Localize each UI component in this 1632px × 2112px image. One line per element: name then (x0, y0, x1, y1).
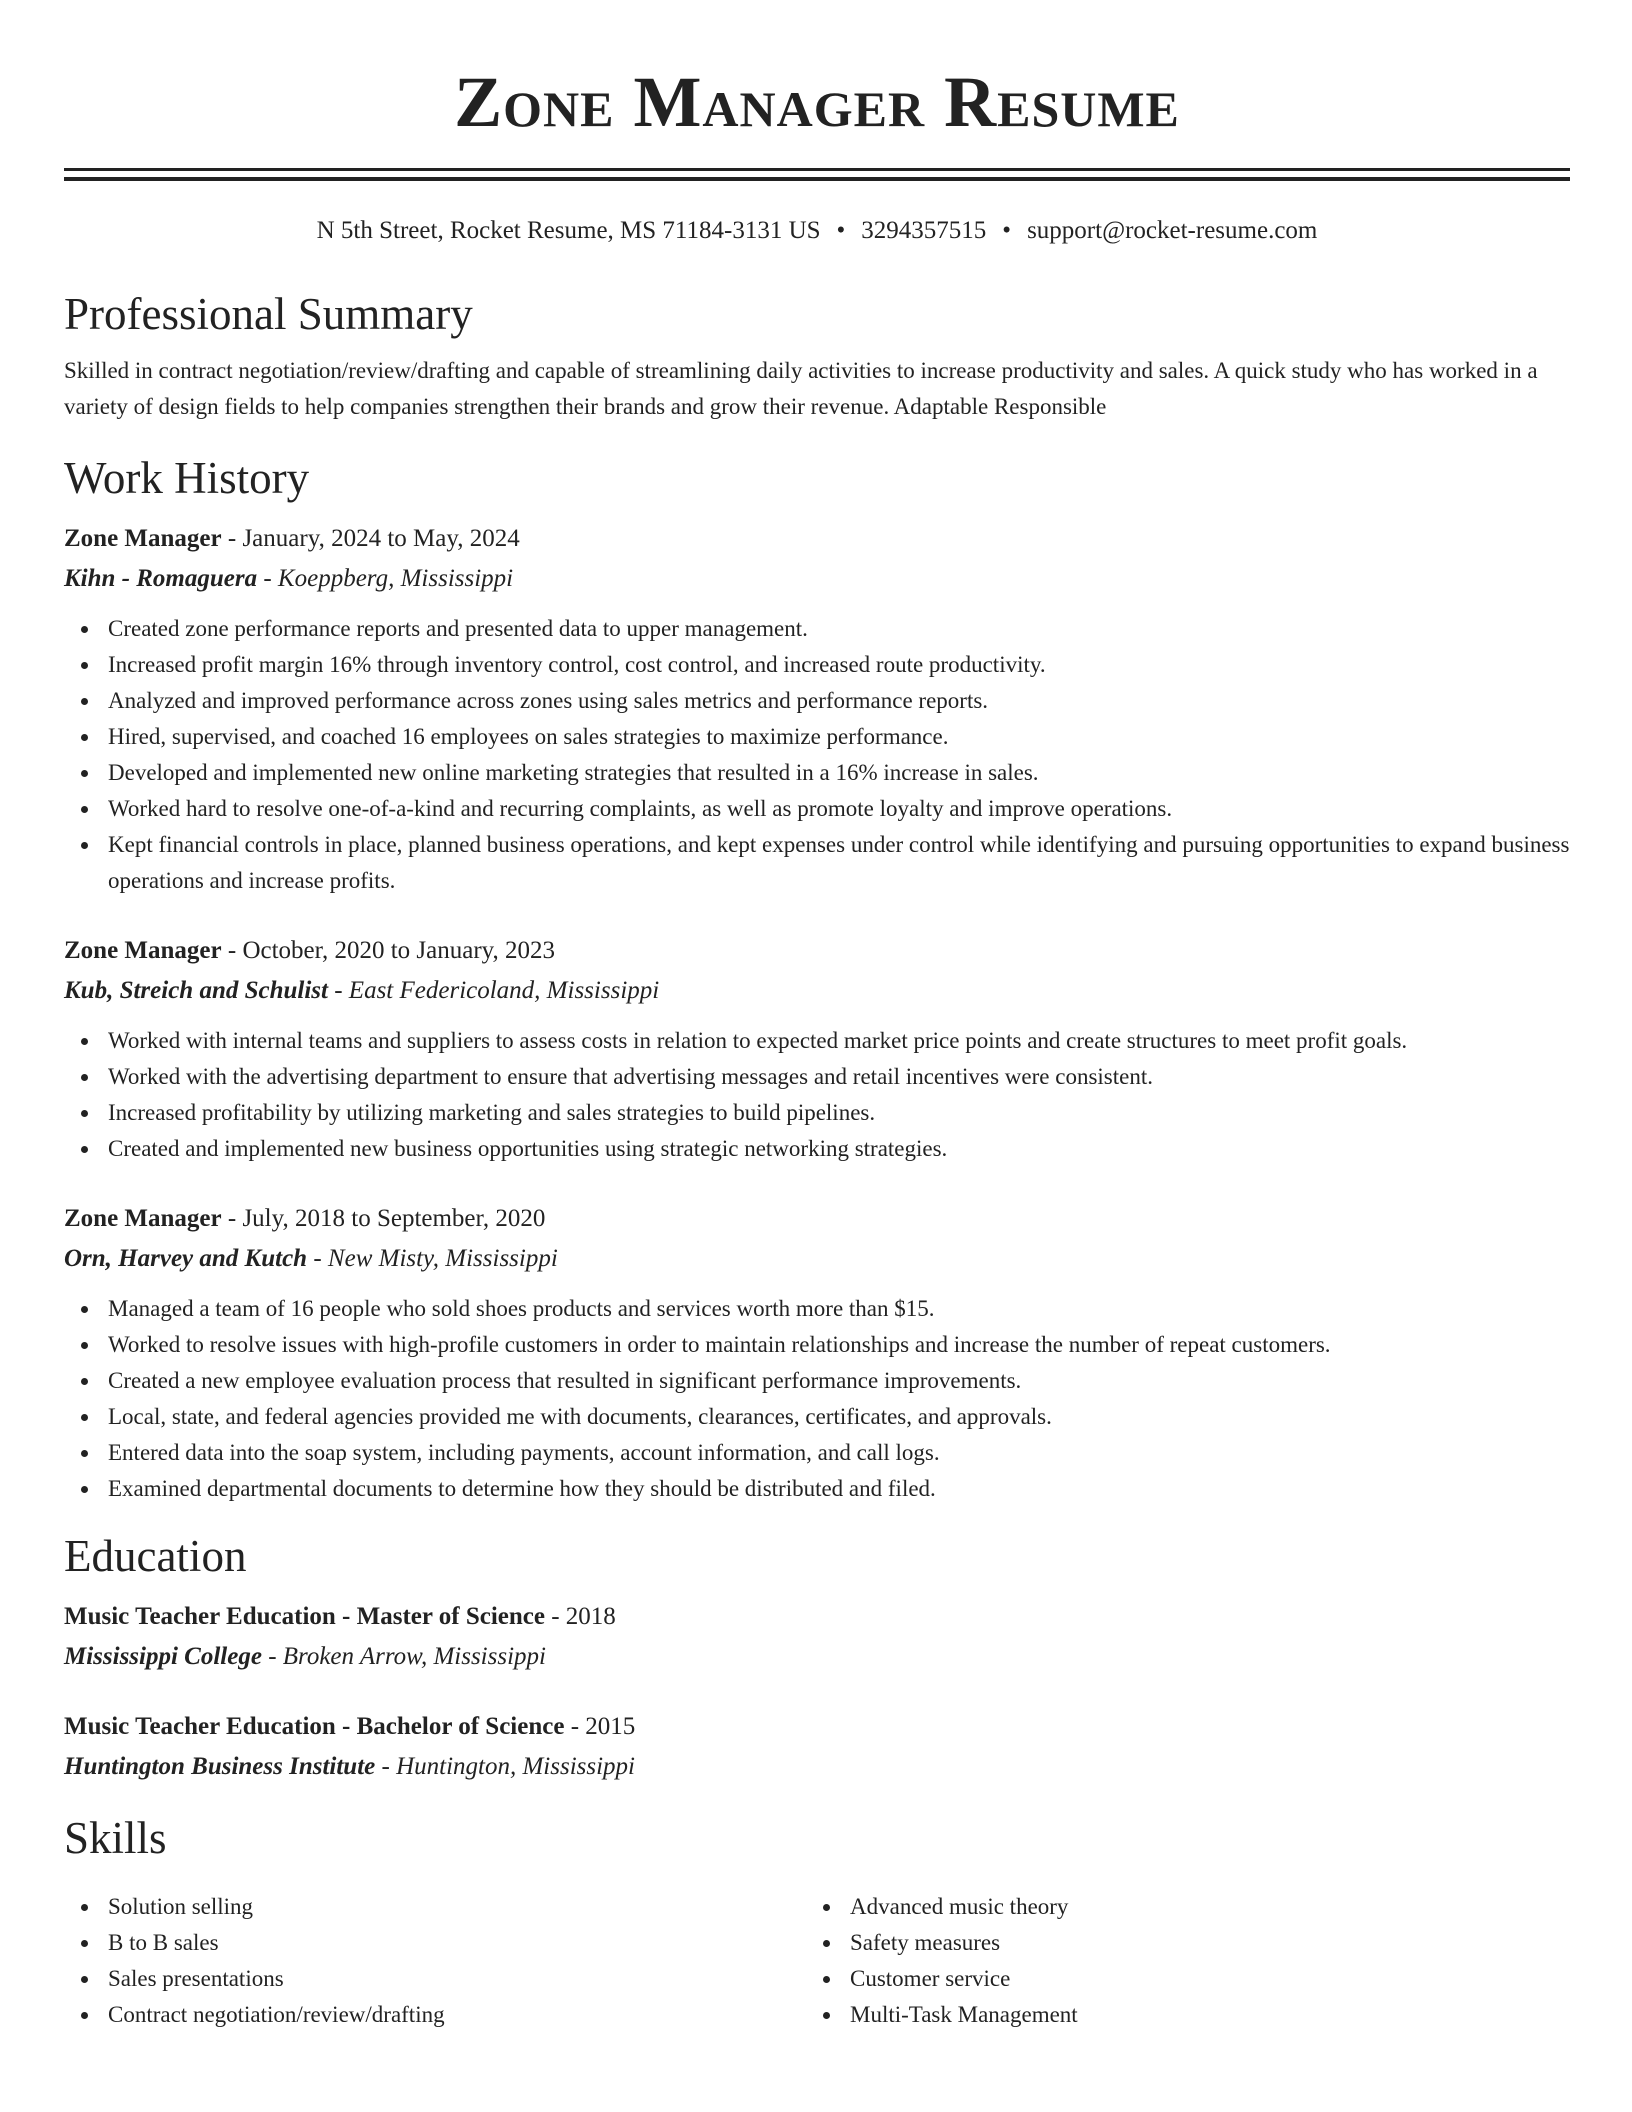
job-bullet: Worked with the advertising department to ensure that advertising messages and retail incentives were consistent. (64, 1059, 1570, 1095)
degree-year: - 2015 (564, 1713, 636, 1740)
job-bullet: Created a new employee evaluation process that resulted in significant performance improvements. (64, 1363, 1570, 1399)
job-title: Zone Manager (64, 1205, 222, 1232)
school-name: Mississippi College (64, 1643, 262, 1670)
job-title-line (64, 931, 1570, 971)
skill-item: B to B sales (64, 1925, 806, 1961)
skill-item: Contract negotiation/review/drafting (64, 1997, 806, 2033)
summary-heading: Professional Summary (64, 289, 473, 339)
company-line (64, 1239, 1570, 1279)
school-line (64, 1747, 1570, 1787)
job-bullet: Examined departmental documents to determine how they should be distributed and filed. (64, 1471, 1570, 1507)
degree-name: Music Teacher Education - Master of Science (64, 1603, 545, 1630)
job-title-line (64, 1199, 1570, 1239)
skill-item: Safety measures (806, 1925, 1548, 1961)
skill-item: Sales presentations (64, 1961, 806, 1997)
job-title-line (64, 519, 1570, 559)
job-dates: - July, 2018 to September, 2020 (221, 1205, 546, 1232)
job-entry (64, 931, 1570, 1167)
degree-line (64, 1707, 1570, 1747)
job-entry (64, 1199, 1570, 1507)
job-dates: - October, 2020 to January, 2023 (221, 937, 556, 964)
skills-column-right (806, 1889, 1548, 2033)
skill-item: Advanced music theory (806, 1889, 1548, 1925)
company-name: Kihn - Romaguera (64, 565, 258, 592)
job-entry (64, 519, 1570, 899)
title-divider-top (64, 168, 1570, 171)
resume-title: Zone Manager Resume (454, 62, 1180, 142)
job-bullet: Increased profitability by utilizing marketing and sales strategies to build pipelines. (64, 1095, 1570, 1131)
job-bullets (64, 1023, 1570, 1167)
company-name: Orn, Harvey and Kutch (64, 1245, 308, 1272)
skill-item: Multi-Task Management (806, 1997, 1548, 2033)
resume-page (64, 0, 1570, 2033)
school-location: - Broken Arrow, Mississippi (261, 1643, 546, 1670)
job-bullet: Entered data into the soap system, including payments, account information, and call logs. (64, 1435, 1570, 1471)
job-dates: - January, 2024 to May, 2024 (221, 525, 520, 552)
skill-item: Solution selling (64, 1889, 806, 1925)
summary-text: Skilled in contract negotiation/review/drafting and capable of streamlining daily activities to increase productivity and sales. A quick study who has worked in a variety of design fields to help companies strengthen their brands and grow their revenue. Adaptable Responsible (64, 358, 1538, 419)
education-entry (64, 1597, 1570, 1677)
job-bullet: Created and implemented new business opportunities using strategic networking strategies. (64, 1131, 1570, 1167)
job-bullet: Created zone performance reports and presented data to upper management. (64, 611, 1570, 647)
contact-phone: 3294357515 (861, 217, 987, 244)
job-bullets (64, 1291, 1570, 1507)
job-bullet: Managed a team of 16 people who sold shoes products and services worth more than $15. (64, 1291, 1570, 1327)
job-bullet: Developed and implemented new online marketing strategies that resulted in a 16% increase in sales. (64, 755, 1570, 791)
contact-info (64, 215, 1570, 247)
job-bullet: Increased profit margin 16% through inventory control, cost control, and increased route productivity. (64, 647, 1570, 683)
job-bullet: Hired, supervised, and coached 16 employees on sales strategies to maximize performance. (64, 719, 1570, 755)
contact-email: support@rocket-resume.com (1027, 217, 1318, 244)
job-bullet: Local, state, and federal agencies provided me with documents, clearances, certificates, and approvals. (64, 1399, 1570, 1435)
job-bullets (64, 611, 1570, 899)
degree-year: - 2018 (544, 1603, 616, 1630)
skills-heading: Skills (64, 1813, 167, 1863)
skills-list (64, 1877, 1570, 2033)
job-bullet: Worked with internal teams and suppliers to assess costs in relation to expected market price points and create structures to meet profit goals. (64, 1023, 1570, 1059)
degree-name: Music Teacher Education - Bachelor of Science (64, 1713, 565, 1740)
education-heading: Education (64, 1531, 247, 1581)
education-entry (64, 1707, 1570, 1787)
company-location: - New Misty, Mississippi (307, 1245, 558, 1272)
job-bullet: Kept financial controls in place, planned business operations, and kept expenses under control while identifying and pursuing opportunities to expand business operations and increase profits. (64, 827, 1570, 899)
school-name: Huntington Business Institute (64, 1753, 376, 1780)
skills-column-left (64, 1889, 806, 2033)
school-line (64, 1637, 1570, 1677)
company-line (64, 559, 1570, 599)
company-location: - East Federicoland, Mississippi (327, 977, 660, 1004)
title-divider-bottom (64, 177, 1570, 181)
company-line (64, 971, 1570, 1011)
contact-address: N 5th Street, Rocket Resume, MS 71184-3131 US (316, 217, 821, 244)
company-location: - Koeppberg, Mississippi (257, 565, 514, 592)
skill-item: Customer service (806, 1961, 1548, 1997)
contact-separator: • (1002, 217, 1012, 244)
degree-line (64, 1597, 1570, 1637)
school-location: - Huntington, Mississippi (375, 1753, 636, 1780)
contact-separator: • (836, 217, 846, 244)
work-history-heading: Work History (64, 453, 310, 503)
job-bullet: Analyzed and improved performance across zones using sales metrics and performance reports. (64, 683, 1570, 719)
job-bullet: Worked to resolve issues with high-profile customers in order to maintain relationships and increase the number of repeat customers. (64, 1327, 1570, 1363)
job-bullet: Worked hard to resolve one-of-a-kind and recurring complaints, as well as promote loyalty and improve operations. (64, 791, 1570, 827)
job-title: Zone Manager (64, 937, 222, 964)
job-title: Zone Manager (64, 525, 222, 552)
company-name: Kub, Streich and Schulist (64, 977, 328, 1004)
